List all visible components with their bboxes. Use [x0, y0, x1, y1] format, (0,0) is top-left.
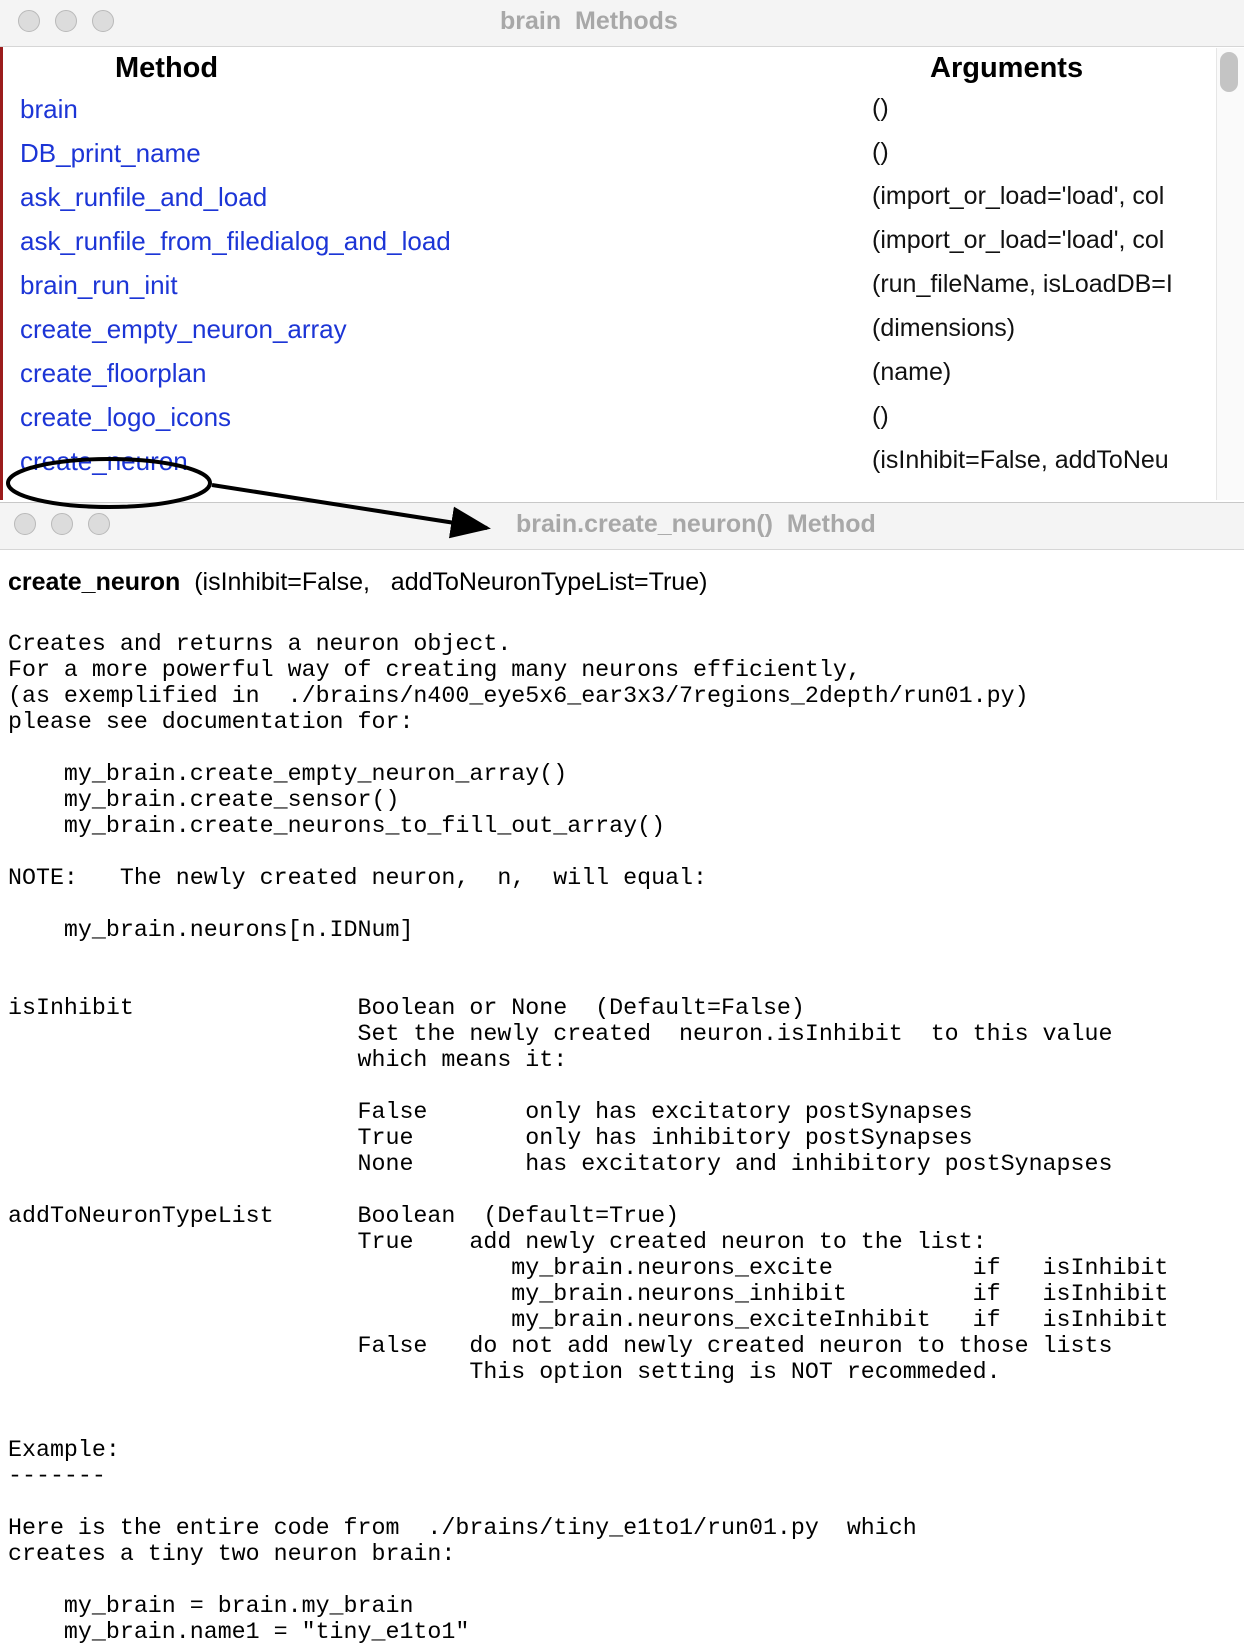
- methods-window-title: brain Methods: [500, 7, 678, 35]
- scrollbar-thumb[interactable]: [1220, 52, 1238, 92]
- close-icon[interactable]: [18, 10, 40, 32]
- column-header-arguments[interactable]: Arguments: [930, 52, 1084, 84]
- method-link[interactable]: brain_run_init: [20, 270, 178, 300]
- method-row-selected[interactable]: [0, 446, 1215, 492]
- method-link[interactable]: ask_runfile_and_load: [20, 182, 268, 212]
- method-row[interactable]: [0, 226, 1215, 272]
- method-args: (import_or_load='load', col: [872, 182, 1165, 210]
- method-row[interactable]: [0, 270, 1215, 316]
- method-link-create-neuron[interactable]: create_neuron: [20, 446, 188, 476]
- window-controls: [18, 10, 114, 32]
- method-args: (dimensions): [872, 314, 1016, 342]
- method-link[interactable]: DB_print_name: [20, 138, 201, 168]
- method-row[interactable]: [0, 182, 1215, 228]
- scrollbar-track[interactable]: [1216, 48, 1244, 500]
- close-icon[interactable]: [14, 513, 36, 535]
- method-args: (): [872, 138, 889, 166]
- window-controls: [14, 513, 110, 535]
- method-signature: [8, 568, 707, 597]
- method-row[interactable]: [0, 358, 1215, 404]
- minimize-icon[interactable]: [55, 10, 77, 32]
- method-row[interactable]: [0, 314, 1215, 360]
- method-row[interactable]: [0, 94, 1215, 140]
- method-row[interactable]: [0, 138, 1215, 184]
- method-link[interactable]: create_empty_neuron_array: [20, 314, 347, 344]
- method-args: (): [872, 402, 889, 430]
- minimize-icon[interactable]: [51, 513, 73, 535]
- detail-window-title: brain.create_neuron() Method: [516, 510, 876, 538]
- methods-window: [0, 0, 1244, 500]
- method-link[interactable]: create_logo_icons: [20, 402, 232, 432]
- method-row[interactable]: [0, 402, 1215, 448]
- method-args: (run_fileName, isLoadDB=I: [872, 270, 1173, 298]
- method-link[interactable]: brain: [20, 94, 78, 124]
- signature-name: create_neuron: [8, 568, 181, 596]
- detail-window-titlebar: [0, 503, 1244, 550]
- signature-args: (isInhibit=False, addToNeuronTypeList=True): [194, 568, 708, 596]
- methods-window-titlebar: [0, 0, 1244, 47]
- method-link[interactable]: ask_runfile_from_filedialog_and_load: [20, 226, 451, 256]
- method-args: (name): [872, 358, 952, 386]
- method-link[interactable]: create_floorplan: [20, 358, 207, 388]
- method-args: (import_or_load='load', col: [872, 226, 1165, 254]
- method-detail-window: [0, 502, 1244, 1651]
- zoom-icon[interactable]: [88, 513, 110, 535]
- zoom-icon[interactable]: [92, 10, 114, 32]
- method-args: (isInhibit=False, addToNeu: [872, 446, 1169, 474]
- method-args: (): [872, 94, 889, 122]
- method-documentation: Creates and returns a neuron object. For a more powerful way of creating many neurons efficiently, (as exemplified in ./brains/n400_eye5x6_ear3x3/7regions_2depth/run01.py) please see documentation for: my_brain.create_empty_neuron_array() my_brain.create_sensor() my_brain.create_neurons_to_fill_out_array() NOTE: The newly created neuron, n, will equal: my_brain.neurons[n.IDNum] isInhibit Boolean or None (Default=False) Set the newly created neuron.isInhibit to this value which means it: False only has excitatory postSynapses True only has inhibitory postSynapses None has excitatory and inhibitory postSynapses addToNeuronTypeList Boolean (Default=True) True add newly created neuron to the list: my_brain.neurons_excite if isInhibit my_brain.neurons_inhibit if isInhibit my_brain.neurons_exciteInhibit if isInhibit False do not add newly created neuron to those lists This option setting is NOT recommeded. Example: ------- Here is the entire code from ./brains/tiny_e1to1/run01.py which creates a tiny two neuron brain: my_brain = brain.my_brain my_brain.name1 = "tiny_e1to1": [8, 631, 1169, 1645]
- column-header-method[interactable]: Method: [115, 52, 219, 84]
